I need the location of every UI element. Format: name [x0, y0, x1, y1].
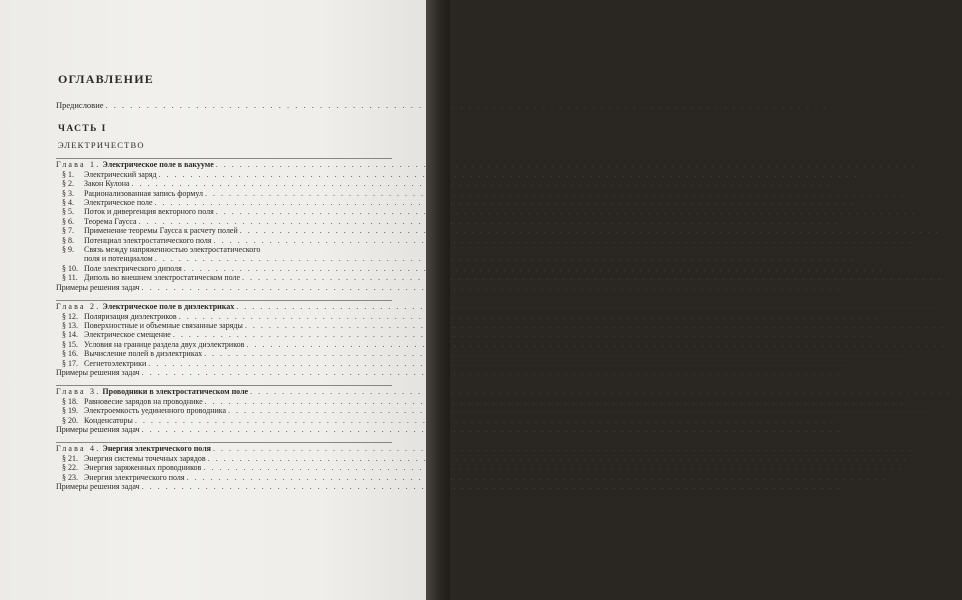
section-sign: §	[62, 463, 68, 473]
section-text: Поверхностные и объемные связанные заряды	[84, 320, 243, 330]
examples-text: Примеры решения задач	[56, 424, 140, 434]
examples-entry[interactable]	[56, 482, 854, 491]
section-number	[62, 217, 84, 226]
section-page: 69	[908, 349, 917, 359]
section-num-value: 21.	[68, 453, 78, 463]
table-of-contents	[56, 72, 962, 491]
section-entry[interactable]	[56, 188, 917, 198]
section-number	[62, 189, 84, 198]
section-number	[62, 321, 84, 330]
section-entry[interactable]	[56, 254, 867, 264]
section-num-value: 11.	[68, 273, 78, 283]
section-number	[62, 245, 84, 254]
chapter-title: Энергия электрического поля	[102, 444, 212, 454]
section-number	[62, 473, 84, 482]
section-text: поля и потенциалом	[84, 254, 153, 264]
section-entry[interactable]	[56, 273, 955, 283]
leader-dots	[135, 416, 835, 425]
chapter-block	[56, 385, 962, 434]
section-entry[interactable]	[56, 179, 844, 189]
section-page: 35	[917, 235, 926, 245]
leader-dots	[205, 397, 905, 406]
section-entry[interactable]	[56, 406, 941, 416]
leader-dots	[142, 368, 842, 377]
section-number	[62, 349, 84, 358]
section-entry[interactable]	[56, 463, 916, 473]
section-text: Электрическое смещение	[84, 330, 171, 340]
section-page: 27	[842, 216, 851, 226]
section-page: 58	[948, 320, 957, 330]
leader-dots	[142, 283, 842, 292]
section-num-value: 20.	[68, 415, 78, 425]
section-text: Равновесие зарядов на проводнике	[84, 396, 203, 406]
part-heading: ЧАСТЬ I	[58, 124, 107, 135]
leader-dots	[214, 236, 914, 245]
preface-page: 7	[835, 100, 840, 110]
examples-page: 94	[845, 482, 854, 491]
section-text: Электроемкость уединенного проводника	[84, 406, 227, 416]
section-sign: §	[62, 188, 68, 198]
leader-dots	[179, 312, 879, 321]
section-sign: §	[62, 198, 68, 208]
section-entry[interactable]	[56, 415, 847, 425]
preface-entry[interactable]	[56, 100, 840, 110]
book-gutter-shadow	[426, 0, 450, 600]
section-sign: §	[62, 406, 68, 416]
section-page: 45	[946, 273, 955, 283]
chapter-heading[interactable]	[56, 385, 962, 397]
section-page: 14	[858, 198, 867, 208]
section-num-value: 17.	[68, 358, 78, 368]
leader-dots	[142, 482, 842, 491]
section-number	[62, 340, 84, 349]
section-number	[62, 273, 84, 282]
section-num-value: 5.	[68, 207, 74, 217]
examples-entry[interactable]	[56, 424, 854, 434]
chapter-page: 88	[917, 444, 926, 454]
section-sign: §	[62, 235, 68, 245]
section-sign: §	[62, 349, 68, 359]
section-sign: §	[62, 216, 68, 226]
chapter-heading[interactable]	[56, 442, 926, 454]
section-num-value: 6.	[68, 216, 74, 226]
chapter-page: 55	[940, 302, 949, 312]
section-entry[interactable]	[56, 472, 899, 482]
section-num-value: 4.	[68, 198, 74, 208]
section-entry[interactable]	[56, 396, 917, 406]
part-title: ЭЛЕКТРИЧЕСТВО	[58, 140, 145, 151]
section-page: 42	[887, 263, 896, 273]
chapter-label: Глава 1.	[56, 160, 101, 170]
section-num-value: 8.	[68, 235, 74, 245]
examples-text: Примеры решения задач	[56, 482, 140, 491]
examples-page: 86	[845, 424, 854, 434]
section-entry[interactable]	[56, 245, 392, 254]
leader-dots	[242, 273, 942, 282]
leader-dots	[106, 101, 828, 110]
section-page: 30	[943, 226, 952, 236]
section-sign: §	[62, 179, 68, 189]
section-text: Конденсаторы	[84, 415, 133, 425]
section-number	[62, 236, 84, 245]
chapter-list	[56, 158, 962, 491]
section-number	[62, 170, 84, 179]
section-text: Связь между напряженностью электростатического	[84, 245, 261, 255]
section-page: 55	[882, 311, 891, 321]
section-sign: §	[62, 453, 68, 463]
examples-entry[interactable]	[56, 282, 854, 292]
section-text: Вычисление полей в диэлектриках	[84, 349, 203, 359]
section-num-value: 3.	[68, 188, 74, 198]
chapter-page: 76	[954, 387, 962, 397]
leader-dots	[159, 170, 859, 179]
section-number	[62, 397, 84, 406]
chapter-block	[56, 158, 955, 292]
chapter-block	[56, 442, 926, 491]
section-num-value: 22.	[68, 463, 78, 473]
section-entry[interactable]	[56, 311, 891, 321]
section-num-value: 18.	[68, 396, 78, 406]
section-entry[interactable]	[56, 216, 851, 226]
section-num-value: 2.	[68, 179, 74, 189]
chapter-label: Глава 4.	[56, 444, 101, 454]
section-page: 40	[858, 254, 867, 264]
leader-dots	[187, 473, 887, 482]
leader-dots	[208, 454, 908, 463]
section-text: Диполь во внешнем электростатическом поле	[84, 273, 241, 283]
leader-dots	[142, 425, 842, 434]
chapter-heading[interactable]	[56, 300, 949, 312]
section-text: Условия на границе раздела двух диэлектриков	[84, 339, 245, 349]
section-text: Энергия системы точечных зарядов	[84, 453, 206, 463]
leader-dots	[216, 207, 916, 216]
section-page: 91	[890, 472, 899, 482]
section-entry[interactable]	[56, 169, 871, 179]
leader-dots	[155, 198, 855, 207]
section-text: Рационализованная запись формул	[84, 188, 203, 198]
leader-dots	[139, 217, 839, 226]
section-entry[interactable]	[56, 207, 928, 217]
section-number	[62, 179, 84, 188]
examples-page: 48	[845, 282, 854, 292]
section-number	[62, 207, 84, 216]
leader-dots	[245, 321, 945, 330]
section-entry[interactable]	[56, 339, 959, 349]
section-num-value: 10.	[68, 263, 78, 273]
section-sign: §	[62, 358, 68, 368]
section-text: Энергия заряженных проводников	[84, 463, 202, 473]
leader-dots	[205, 189, 905, 198]
leader-dots	[155, 254, 855, 263]
section-text: Сегнетоэлектрики	[84, 358, 147, 368]
chapter-title: Проводники в электростатическом поле	[102, 387, 249, 397]
section-entry[interactable]	[56, 226, 952, 236]
chapter-title: Электрическое поле в вакууме	[102, 160, 214, 170]
section-page: 90	[907, 463, 916, 473]
examples-entry[interactable]	[56, 367, 854, 377]
section-entry[interactable]	[56, 263, 896, 273]
section-text: Применение теоремы Гаусса к расчету полей	[84, 226, 238, 236]
section-sign: §	[62, 415, 68, 425]
leader-dots	[228, 406, 928, 415]
section-page: 88	[911, 453, 920, 463]
section-page: 60	[876, 330, 885, 340]
section-entry[interactable]	[56, 453, 920, 463]
section-sign: §	[62, 339, 68, 349]
section-page: 66	[950, 339, 959, 349]
section-sign: §	[62, 472, 68, 482]
preface-text: Предисловие	[56, 100, 104, 110]
leader-dots	[246, 340, 946, 349]
section-num-value: 23.	[68, 472, 78, 482]
section-page: 73	[852, 358, 861, 368]
section-num-value: 14.	[68, 330, 78, 340]
leader-dots	[216, 160, 916, 169]
section-text: Потенциал электростатического поля	[84, 235, 212, 245]
section-page: 11	[835, 179, 844, 189]
section-number	[62, 406, 84, 415]
chapter-page: 9	[923, 160, 928, 170]
section-text: Теорема Гаусса	[84, 216, 137, 226]
examples-text: Примеры решения задач	[56, 282, 140, 292]
section-text: Электрический заряд	[84, 169, 157, 179]
section-num-value: 15.	[68, 339, 78, 349]
chapter-label: Глава 3.	[56, 387, 101, 397]
section-page: 76	[908, 396, 917, 406]
section-sign: §	[62, 273, 68, 283]
section-num-value: 7.	[68, 226, 74, 236]
leader-dots	[236, 302, 936, 311]
section-page: 17	[919, 207, 928, 217]
leader-dots	[173, 330, 873, 339]
section-entry[interactable]	[56, 358, 861, 368]
section-page: 82	[838, 415, 847, 425]
section-number	[62, 463, 84, 472]
leader-dots	[148, 359, 848, 368]
section-entry[interactable]	[56, 235, 926, 245]
section-num-value: 1.	[68, 169, 74, 179]
section-number	[62, 312, 84, 321]
leader-dots	[184, 264, 884, 273]
section-page: 12	[909, 188, 917, 198]
section-text: Поляризация диэлектриков	[84, 311, 177, 321]
section-sign: §	[62, 320, 68, 330]
toc-title: ОГЛАВЛЕНИЕ	[58, 72, 154, 86]
leader-dots	[240, 226, 940, 235]
section-number	[62, 330, 84, 339]
examples-text: Примеры решения задач	[56, 367, 140, 377]
chapter-block	[56, 300, 959, 377]
leader-dots	[204, 349, 904, 358]
section-number	[62, 226, 84, 235]
section-sign: §	[62, 396, 68, 406]
section-sign: §	[62, 330, 68, 340]
section-sign: §	[62, 263, 68, 273]
section-sign: §	[62, 226, 68, 236]
section-text: Энергия электрического поля	[84, 472, 185, 482]
leader-dots	[203, 463, 903, 472]
section-num-value: 16.	[68, 349, 78, 359]
section-text: Поле электрического диполя	[84, 263, 182, 273]
section-number	[62, 416, 84, 425]
section-number	[62, 264, 84, 273]
leader-dots	[213, 444, 913, 453]
leader-dots	[250, 387, 950, 396]
section-number	[62, 454, 84, 463]
section-num-value: 12.	[68, 311, 78, 321]
section-sign: §	[62, 245, 68, 255]
examples-page: 75	[845, 367, 854, 377]
section-num-value: 19.	[68, 406, 78, 416]
section-num-value: 13.	[68, 320, 78, 330]
section-page: 9	[866, 169, 871, 179]
section-sign: §	[62, 207, 68, 217]
section-sign: §	[62, 169, 68, 179]
section-number	[62, 359, 84, 368]
section-text: Поток и дивергенция векторного поля	[84, 207, 214, 217]
section-entry[interactable]	[56, 320, 957, 330]
section-num-value: 9.	[68, 245, 74, 255]
section-entry[interactable]	[56, 349, 917, 359]
chapter-title: Электрическое поле в диэлектриках	[102, 302, 235, 312]
section-text: Закон Кулона	[84, 179, 130, 189]
chapter-heading[interactable]	[56, 158, 928, 170]
section-text: Электрическое поле	[84, 198, 153, 208]
section-number	[62, 198, 84, 207]
leader-dots	[132, 179, 832, 188]
section-entry[interactable]	[56, 198, 867, 208]
section-sign: §	[62, 311, 68, 321]
section-entry[interactable]	[56, 330, 885, 340]
chapter-label: Глава 2.	[56, 302, 101, 312]
section-page: 80	[932, 406, 941, 416]
